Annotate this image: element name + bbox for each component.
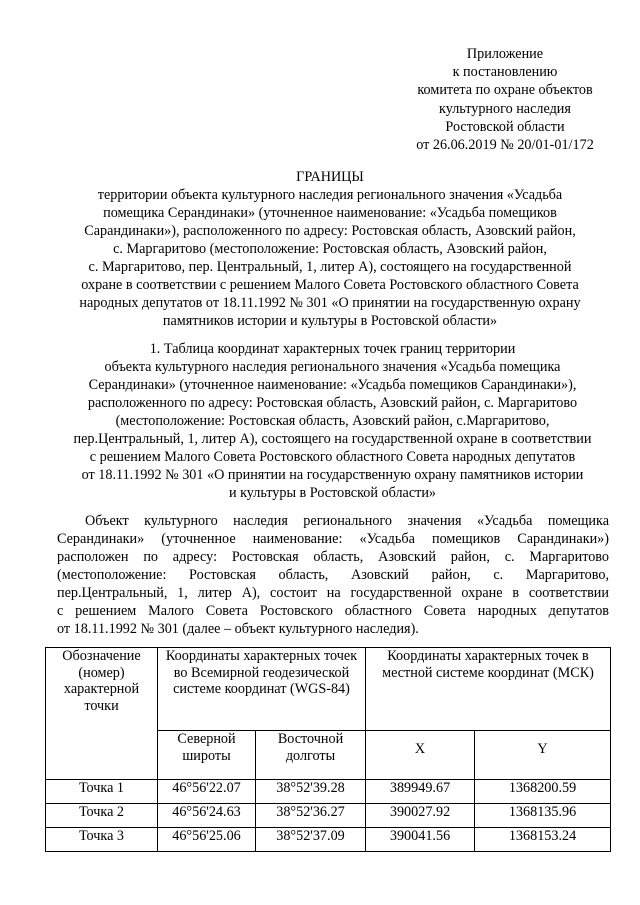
cell-x: 389949.67 xyxy=(366,780,475,804)
title-line: памятников истории и культуры в Ростовской области» xyxy=(162,313,498,329)
table-header-row xyxy=(46,648,611,731)
section-line: Серандинаки» (уточненное наименование: «Усадьба помещиков Сарандинаки»), xyxy=(88,377,577,393)
cell-point-name: Точка 3 xyxy=(46,828,158,852)
section-line: (местоположение: Ростовская область, Азовский район, с.Маргаритово, xyxy=(115,413,550,429)
cell-latitude: 46°56'24.63 xyxy=(158,804,256,828)
title-line: с. Маргаритово (местоположение: Ростовская область, Азовский район, xyxy=(113,241,547,257)
header-msk: Координаты характерных точек в местной системе координат (МСК) xyxy=(366,648,611,731)
cell-x: 390027.92 xyxy=(366,804,475,828)
cell-latitude: 46°56'25.06 xyxy=(158,828,256,852)
paragraph-line: (местоположение: Ростовская область, Азовский район, с. Маргаритово, xyxy=(57,567,609,583)
description-paragraph xyxy=(57,512,609,638)
header-point-designation: Обозначение (номер) характерной точки xyxy=(46,648,158,780)
cell-y: 1368200.59 xyxy=(475,780,611,804)
appendix-line: Приложение xyxy=(466,46,544,62)
coordinates-table xyxy=(45,647,611,852)
appendix-block xyxy=(370,45,640,154)
table-row xyxy=(46,828,611,852)
header-east-longitude: Восточной долготы xyxy=(256,731,366,780)
table-row xyxy=(46,804,611,828)
table-row xyxy=(46,780,611,804)
section-line: и культуры в Ростовской области» xyxy=(228,485,437,501)
paragraph-line: Серандинаки» (уточненное наименование: «Усадьба помещиков Сарандинаки») xyxy=(57,531,609,547)
paragraph-line: Объект культурного наследия регионального значения «Усадьба помещика xyxy=(85,513,609,529)
appendix-line: к постановлению xyxy=(452,64,558,81)
title-line: Сарандинаки»), расположенного по адресу: Ростовская область, Азовский район, xyxy=(84,223,576,239)
title-line: территории объекта культурного наследия регионального значения «Усадьба xyxy=(97,187,563,203)
appendix-line: Ростовской области xyxy=(445,118,565,135)
header-y: Y xyxy=(475,731,611,780)
section-line: от 18.11.1992 № 301 «О принятии на государственную охрану памятников истории xyxy=(81,467,584,483)
section-line: пер.Центральный, 1, литер А), состоящего на государственной охране в соответствии xyxy=(73,431,592,447)
title-line: охране в соответствии с решением Малого Совета Ростовского областного Совета xyxy=(81,277,579,293)
cell-longitude: 38°52'39.28 xyxy=(256,780,366,804)
cell-y: 1368153.24 xyxy=(475,828,611,852)
appendix-line: от 26.06.2019 № 20/01-01/172 xyxy=(416,137,594,154)
paragraph-line: с решением Малого Совета Ростовского областного Совета народных депутатов xyxy=(57,603,609,619)
appendix-line: культурного наследия xyxy=(439,100,571,117)
cell-point-name: Точка 2 xyxy=(46,804,158,828)
cell-x: 390041.56 xyxy=(366,828,475,852)
header-x: X xyxy=(366,731,475,780)
title-line: народных депутатов от 18.11.1992 № 301 «О принятии на государственную охрану xyxy=(79,295,581,311)
cell-latitude: 46°56'22.07 xyxy=(158,780,256,804)
paragraph-line: расположен по адресу: Ростовская область, Азовский район, с. Маргаритово xyxy=(57,549,609,565)
title-heading: ГРАНИЦЫ xyxy=(296,169,364,185)
section-1-heading xyxy=(0,340,640,502)
cell-longitude: 38°52'37.09 xyxy=(256,828,366,852)
cell-longitude: 38°52'36.27 xyxy=(256,804,366,828)
paragraph-line: от 18.11.1992 № 301 (далее – объект культурного наследия). xyxy=(57,621,419,637)
section-line: расположенного по адресу: Ростовская область, Азовский район, с. Маргаритово xyxy=(87,395,578,411)
section-line: 1. Таблица координат характерных точек границ территории xyxy=(149,341,516,357)
title-line: с. Маргаритово, пер. Центральный, 1, литер А), состоящего на государственной xyxy=(88,259,572,275)
appendix-line: комитета по охране объектов xyxy=(417,82,593,99)
header-north-latitude: Северной широты xyxy=(158,731,256,780)
cell-y: 1368135.96 xyxy=(475,804,611,828)
section-line: объекта культурного наследия регионального значения «Усадьба помещика xyxy=(104,359,561,375)
paragraph-line: пер.Центральный, 1, литер А), состоит на государственной охране в соответствии xyxy=(57,585,609,601)
title-line: помещика Серандинаки» (уточненное наименование: «Усадьба помещиков xyxy=(103,205,557,221)
section-line: с решением Малого Совета Ростовского областного Совета народных депутатов xyxy=(89,449,576,465)
cell-point-name: Точка 1 xyxy=(46,780,158,804)
header-wgs84: Координаты характерных точек во Всемирной геодезической системе координат (WGS-84) xyxy=(158,648,366,731)
document-title xyxy=(0,168,640,330)
